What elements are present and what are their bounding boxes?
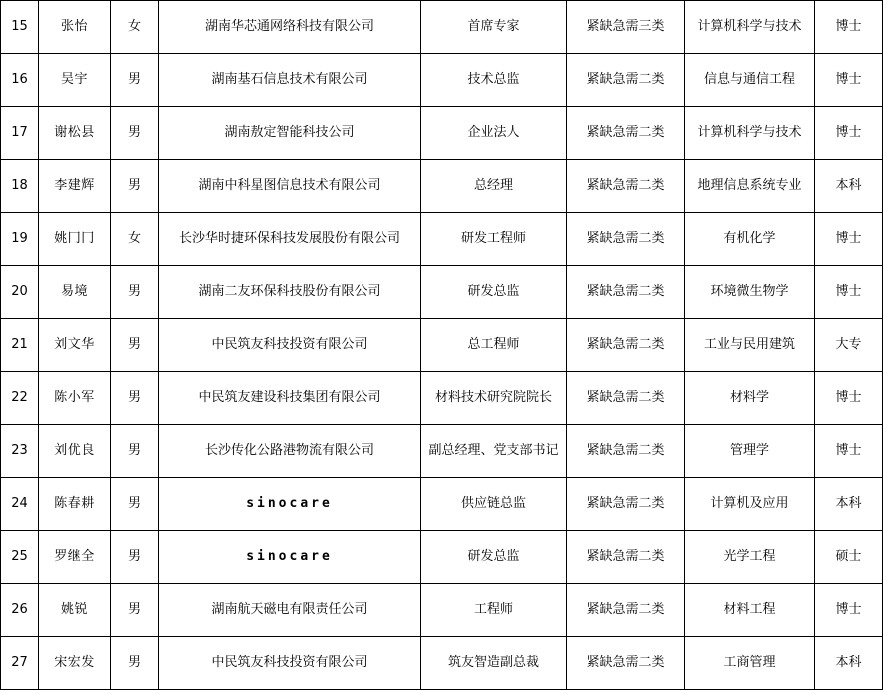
cell-position: 副总经理、党支部书记 xyxy=(421,425,567,478)
cell-major: 计算机科学与技术 xyxy=(685,1,815,54)
cell-position: 总工程师 xyxy=(421,319,567,372)
cell-major: 工商管理 xyxy=(685,637,815,690)
cell-degree: 博士 xyxy=(815,425,883,478)
cell-major: 工业与民用建筑 xyxy=(685,319,815,372)
table-row xyxy=(1,1,883,54)
cell-name: 谢松县 xyxy=(39,107,111,160)
cell-major: 管理学 xyxy=(685,425,815,478)
cell-position: 研发总监 xyxy=(421,266,567,319)
cell-talent-category: 紧缺急需二类 xyxy=(567,584,685,637)
cell-talent-category: 紧缺急需二类 xyxy=(567,266,685,319)
cell-index: 17 xyxy=(1,107,39,160)
cell-name: 罗继全 xyxy=(39,531,111,584)
cell-talent-category: 紧缺急需二类 xyxy=(567,107,685,160)
cell-position: 企业法人 xyxy=(421,107,567,160)
company-logo-wordmark: sinocare xyxy=(159,531,421,584)
cell-major: 地理信息系统专业 xyxy=(685,160,815,213)
cell-degree: 博士 xyxy=(815,54,883,107)
cell-degree: 大专 xyxy=(815,319,883,372)
cell-organization: 湖南敖定智能科技公司 xyxy=(159,107,421,160)
table-row xyxy=(1,107,883,160)
cell-index: 24 xyxy=(1,478,39,531)
cell-talent-category: 紧缺急需二类 xyxy=(567,478,685,531)
cell-degree: 本科 xyxy=(815,478,883,531)
cell-major: 光学工程 xyxy=(685,531,815,584)
cell-organization: 湖南中科星图信息技术有限公司 xyxy=(159,160,421,213)
cell-position: 供应链总监 xyxy=(421,478,567,531)
cell-position: 技术总监 xyxy=(421,54,567,107)
cell-gender: 男 xyxy=(111,478,159,531)
cell-major: 有机化学 xyxy=(685,213,815,266)
cell-gender: 男 xyxy=(111,107,159,160)
table-row xyxy=(1,584,883,637)
cell-index: 27 xyxy=(1,637,39,690)
cell-name: 刘文华 xyxy=(39,319,111,372)
cell-gender: 男 xyxy=(111,584,159,637)
cell-degree: 博士 xyxy=(815,213,883,266)
cell-talent-category: 紧缺急需二类 xyxy=(567,54,685,107)
table-row xyxy=(1,266,883,319)
cell-talent-category: 紧缺急需二类 xyxy=(567,425,685,478)
cell-degree: 本科 xyxy=(815,160,883,213)
table-row xyxy=(1,478,883,531)
cell-talent-category: 紧缺急需二类 xyxy=(567,637,685,690)
table-row xyxy=(1,531,883,584)
cell-organization: 长沙华时捷环保科技发展股份有限公司 xyxy=(159,213,421,266)
cell-gender: 男 xyxy=(111,372,159,425)
cell-degree: 硕士 xyxy=(815,531,883,584)
cell-name: 宋宏发 xyxy=(39,637,111,690)
cell-organization: 中民筑友科技投资有限公司 xyxy=(159,637,421,690)
cell-degree: 博士 xyxy=(815,1,883,54)
cell-degree: 博士 xyxy=(815,372,883,425)
cell-index: 15 xyxy=(1,1,39,54)
table-row xyxy=(1,372,883,425)
cell-name: 陈春耕 xyxy=(39,478,111,531)
cell-gender: 男 xyxy=(111,160,159,213)
table-row xyxy=(1,637,883,690)
cell-major: 计算机及应用 xyxy=(685,478,815,531)
cell-degree: 本科 xyxy=(815,637,883,690)
cell-gender: 男 xyxy=(111,425,159,478)
cell-gender: 女 xyxy=(111,1,159,54)
cell-gender: 男 xyxy=(111,319,159,372)
cell-degree: 博士 xyxy=(815,584,883,637)
cell-name: 易境 xyxy=(39,266,111,319)
cell-index: 23 xyxy=(1,425,39,478)
table-row xyxy=(1,160,883,213)
cell-name: 姚锐 xyxy=(39,584,111,637)
cell-position: 总经理 xyxy=(421,160,567,213)
cell-index: 25 xyxy=(1,531,39,584)
cell-index: 22 xyxy=(1,372,39,425)
cell-talent-category: 紧缺急需二类 xyxy=(567,531,685,584)
table-row xyxy=(1,54,883,107)
cell-position: 筑友智造副总裁 xyxy=(421,637,567,690)
cell-organization: 湖南华芯通网络科技有限公司 xyxy=(159,1,421,54)
table-row xyxy=(1,425,883,478)
cell-organization: 长沙传化公路港物流有限公司 xyxy=(159,425,421,478)
cell-name: 李建辉 xyxy=(39,160,111,213)
cell-gender: 男 xyxy=(111,637,159,690)
cell-position: 研发工程师 xyxy=(421,213,567,266)
table-row xyxy=(1,213,883,266)
cell-gender: 男 xyxy=(111,266,159,319)
cell-index: 16 xyxy=(1,54,39,107)
table-row xyxy=(1,319,883,372)
table-body xyxy=(1,1,883,690)
cell-major: 计算机科学与技术 xyxy=(685,107,815,160)
cell-name: 吴宇 xyxy=(39,54,111,107)
cell-talent-category: 紧缺急需二类 xyxy=(567,372,685,425)
cell-name: 刘优良 xyxy=(39,425,111,478)
cell-name: 陈小军 xyxy=(39,372,111,425)
cell-organization: 湖南基石信息技术有限公司 xyxy=(159,54,421,107)
cell-degree: 博士 xyxy=(815,266,883,319)
cell-talent-category: 紧缺急需二类 xyxy=(567,213,685,266)
cell-organization: 湖南航天磁电有限责任公司 xyxy=(159,584,421,637)
cell-gender: 男 xyxy=(111,54,159,107)
cell-organization: 中民筑友科技投资有限公司 xyxy=(159,319,421,372)
cell-gender: 女 xyxy=(111,213,159,266)
cell-index: 21 xyxy=(1,319,39,372)
cell-major: 材料工程 xyxy=(685,584,815,637)
cell-position: 首席专家 xyxy=(421,1,567,54)
cell-position: 研发总监 xyxy=(421,531,567,584)
cell-talent-category: 紧缺急需二类 xyxy=(567,160,685,213)
cell-index: 18 xyxy=(1,160,39,213)
cell-name: 姚冂冂 xyxy=(39,213,111,266)
cell-talent-category: 紧缺急需二类 xyxy=(567,319,685,372)
cell-index: 26 xyxy=(1,584,39,637)
cell-organization: 中民筑友建设科技集团有限公司 xyxy=(159,372,421,425)
cell-major: 材料学 xyxy=(685,372,815,425)
cell-index: 20 xyxy=(1,266,39,319)
cell-position: 工程师 xyxy=(421,584,567,637)
cell-gender: 男 xyxy=(111,531,159,584)
cell-index: 19 xyxy=(1,213,39,266)
cell-major: 信息与通信工程 xyxy=(685,54,815,107)
cell-degree: 博士 xyxy=(815,107,883,160)
company-logo-wordmark: sinocare xyxy=(159,478,421,531)
cell-name: 张怡 xyxy=(39,1,111,54)
cell-talent-category: 紧缺急需三类 xyxy=(567,1,685,54)
cell-major: 环境微生物学 xyxy=(685,266,815,319)
cell-position: 材料技术研究院院长 xyxy=(421,372,567,425)
cell-organization: 湖南二友环保科技股份有限公司 xyxy=(159,266,421,319)
